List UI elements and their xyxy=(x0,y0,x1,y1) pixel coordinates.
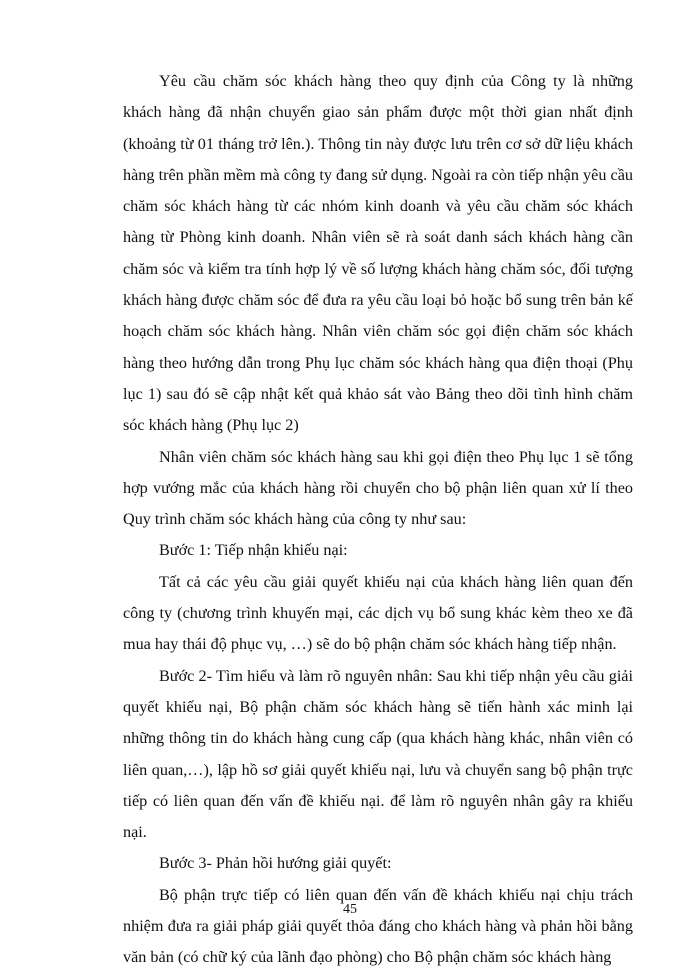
page-body xyxy=(123,66,633,974)
step-1-heading: Bước 1: Tiếp nhận khiếu nại: xyxy=(159,541,348,560)
step-3-body: Bộ phận trực tiếp có liên quan đến vấn đề khách khiếu nại chịu trách nhiệm đưa ra giải pháp giải quyết thỏa đáng cho khách hàng và phản hồi bằng văn bản (có chữ ký của lãnh đạo phòng) cho Bộ phận chăm sóc khách hàng xyxy=(123,885,633,967)
step-2-paragraph: Bước 2- Tìm hiểu và làm rõ nguyên nhân: Sau khi tiếp nhận yêu cầu giải quyết khiếu nại, Bộ phận chăm sóc khách hàng sẽ tiến hành xác minh lại những thông tin do khách hàng cung cấp (qua khách hàng khác, nhân viên có liên quan,…), lập hồ sơ giải quyết khiếu nại, lưu và chuyển sang bộ phận trực tiếp có liên quan đến vấn đề khiếu nại. để làm rõ nguyên nhân gây ra khiếu nại. xyxy=(123,666,633,842)
page-number: 45 xyxy=(343,902,357,917)
step-1-body: Tất cả các yêu cầu giải quyết khiếu nại của khách hàng liên quan đến công ty (chương trình khuyến mại, các dịch vụ bổ sung khác kèm theo xe đã mua hay thái độ phục vụ, …) sẽ do bộ phận chăm sóc khách hàng tiếp nhận. xyxy=(123,572,633,654)
paragraph-customer-care-requests: Yêu cầu chăm sóc khách hàng theo quy định của Công ty là những khách hàng đã nhận chuyển giao sản phẩm được một thời gian nhất định (khoảng từ 01 tháng trở lên.). Thông tin này được lưu trên cơ sở dữ liệu khách hàng trên phần mềm mà công ty đang sử dụng. Ngoài ra còn tiếp nhận yêu cầu chăm sóc khách hàng từ các nhóm kinh doanh và yêu cầu chăm sóc khách hàng từ Phòng kinh doanh. Nhân viên sẽ rà soát danh sách khách hàng cần chăm sóc và kiểm tra tính hợp lý về số lượng khách hàng chăm sóc, đối tượng khách hàng được chăm sóc để đưa ra yêu cầu loại bỏ hoặc bổ sung trên bản kế hoạch chăm sóc khách hàng. Nhân viên chăm sóc gọi điện chăm sóc khách hàng theo hướng dẫn trong Phụ lục chăm sóc khách hàng qua điện thoại (Phụ lục 1) sau đó sẽ cập nhật kết quả khảo sát vào Bảng theo dõi tình hình chăm sóc khách hàng (Phụ lục 2) xyxy=(123,72,633,435)
paragraph-process-intro: Nhân viên chăm sóc khách hàng sau khi gọi điện theo Phụ lục 1 sẽ tổng hợp vướng mắc của khách hàng rồi chuyển cho bộ phận liên quan xử lí theo Quy trình chăm sóc khách hàng của công ty như sau: xyxy=(123,447,633,529)
step-3-heading: Bước 3- Phản hồi hướng giải quyết: xyxy=(159,854,392,873)
